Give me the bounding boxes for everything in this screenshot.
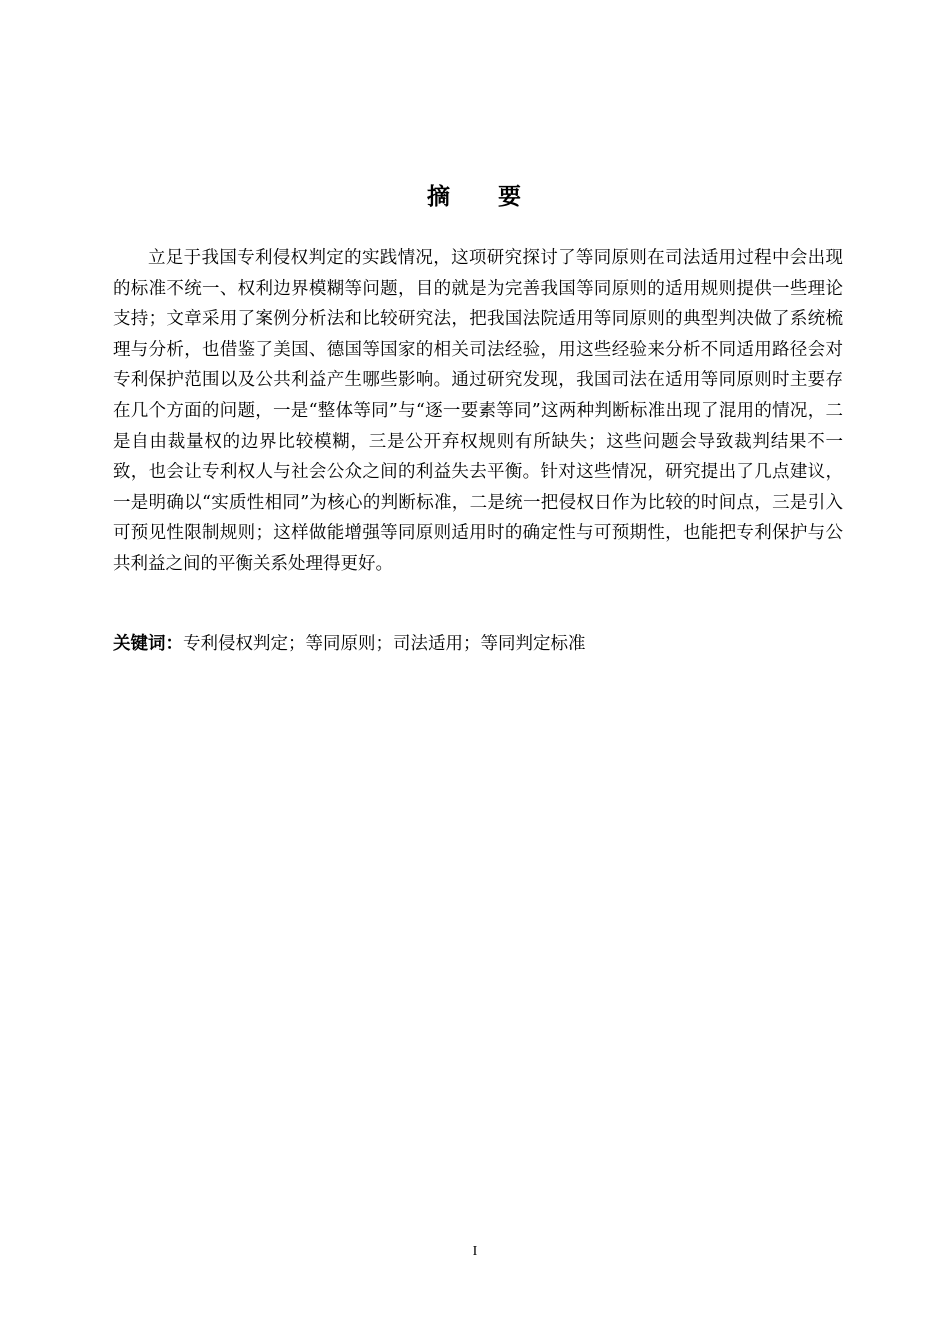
title-char-1: 摘 [427, 184, 452, 210]
keywords-line [113, 629, 843, 659]
page-number: I [472, 1244, 478, 1259]
title-char-2: 要 [498, 184, 523, 210]
abstract-body: 立足于我国专利侵权判定的实践情况，这项研究探讨了等同原则在司法适用过程中会出现的标准不统一、权利边界模糊等问题，目的就是为完善我国等同原则的适用规则提供一些理论支持；文章采用了案例分析法和比较研究法，把我国法院适用等同原则的典型判决做了系统梳理与分析，也借鉴了美国、德国等国家的相关司法经验，用这些经验来分析不同适用路径会对专利保护范围以及公共利益产生哪些影响。通过研究发现，我国司法在适用等同原则时主要存在几个方面的问题，一是“整体等同”与“逐一要素等同”这两种判断标准出现了混用的情况，二是自由裁量权的边界比较模糊，三是公开弃权规则有所缺失；这些问题会导致裁判结果不一致，也会让专利权人与社会公众之间的利益失去平衡。针对这些情况，研究提出了几点建议，一是明确以“实质性相同”为核心的判断标准，二是统一把侵权日作为比较的时间点，三是引入可预见性限制规则；这样做能增强等同原则适用时的确定性与可预期性，也能把专利保护与公共利益之间的平衡关系处理得更好。 [113, 248, 843, 574]
keywords-label: 关键词： [113, 634, 183, 654]
abstract-title [0, 178, 950, 211]
keywords-value: 专利侵权判定；等同原则；司法适用；等同判定标准 [183, 634, 586, 654]
